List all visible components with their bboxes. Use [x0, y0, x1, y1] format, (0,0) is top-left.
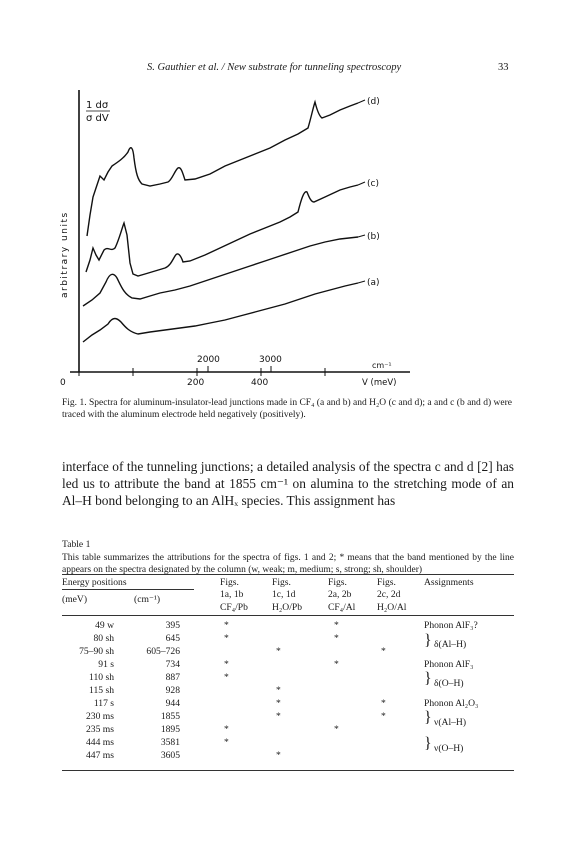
curve-label-a: (a) [367, 278, 380, 288]
cell-f2: * [276, 698, 281, 709]
curve-d [87, 102, 358, 236]
cell-mev: 444 ms [86, 737, 114, 748]
cell-mev: 80 sh [93, 633, 114, 644]
curve-c [86, 185, 358, 276]
header-figs-num-4: 2c, 2d [377, 589, 401, 600]
assign-phonon-alf3-q: Phonon AlF₃? [424, 620, 478, 631]
cell-cm: 3605 [160, 750, 180, 761]
cell-cm: 887 [165, 672, 180, 683]
spectra-figure [0, 80, 576, 390]
header-figs-env-1: CF₄/Pb [220, 602, 248, 613]
cell-f1: * [224, 724, 229, 735]
y-label-top: 1 dσ [86, 100, 109, 111]
cell-f2: * [276, 711, 281, 722]
cell-cm: 928 [165, 685, 180, 696]
header-figs-3: Figs. [328, 577, 347, 588]
cell-mev: 75–90 sh [79, 646, 114, 657]
header-figs-2: Figs. [272, 577, 291, 588]
cell-cm: 645 [165, 633, 180, 644]
assign-phonon-alf3: Phonon AlF₃ [424, 659, 474, 670]
header-cm: (cm⁻¹) [134, 594, 161, 605]
running-title: S. Gauthier et al. / New substrate for tunneling spectroscopy [147, 62, 402, 73]
cell-cm: 734 [165, 659, 180, 670]
header-figs-1: Figs. [220, 577, 239, 588]
header-figs-num-1: 1a, 1b [220, 589, 244, 600]
table-header-rule [62, 615, 514, 616]
table-caption: This table summarizes the attributions for the spectra of figs. 1 and 2; * means that the band mentioned by the line appears on the spectra designated by the column (w, weak; m, medium; s, strong; sh, shoulder) [62, 553, 514, 575]
table-top-rule [62, 574, 514, 575]
cell-f3: * [334, 633, 339, 644]
brace-3: } [424, 709, 432, 726]
cell-f3: * [334, 724, 339, 735]
bottom-tick-400: 400 [251, 378, 269, 388]
header-figs-num-3: 2a, 2b [328, 589, 352, 600]
bottom-tick-0: 0 [60, 378, 66, 388]
figure-caption: Fig. 1. Spectra for aluminum-insulator-lead junctions made in CF₄ (a and b) and H₂O (c and d); a and c (b and d) were traced with the aluminum electrode held negatively (positively). [62, 398, 512, 420]
assign-delta-alh: δ(Al–H) [434, 639, 467, 650]
brace-2: } [424, 670, 432, 687]
cell-cm: 944 [165, 698, 180, 709]
cell-f1: * [224, 672, 229, 683]
bottom-unit: V (meV) [362, 378, 397, 388]
cell-cm: 1855 [160, 711, 180, 722]
curve-label-d: (d) [367, 97, 380, 107]
cell-f2: * [276, 750, 281, 761]
header-energy-rule [62, 589, 194, 590]
y-axis-title: arbitrary units [60, 211, 70, 298]
cell-mev: 49 w [95, 620, 114, 631]
header-figs-env-2: H₂O/Pb [272, 602, 302, 613]
header-assignments: Assignments [424, 577, 474, 588]
cell-f3: * [334, 659, 339, 670]
table-title: Table 1 [62, 539, 91, 550]
y-label-bottom: σ dV [86, 113, 109, 124]
cell-mev: 115 sh [89, 685, 114, 696]
header-figs-4: Figs. [377, 577, 396, 588]
assign-nu-oh: ν(O–H) [434, 743, 464, 754]
cell-mev: 447 ms [86, 750, 114, 761]
cell-f1: * [224, 737, 229, 748]
header-mev: (meV) [62, 594, 88, 605]
curve-label-c: (c) [367, 179, 379, 189]
cell-mev: 230 ms [86, 711, 114, 722]
top-tick-3000: 3000 [259, 355, 282, 365]
cell-f1: * [224, 620, 229, 631]
top-unit: cm⁻¹ [372, 361, 392, 370]
cell-cm: 3581 [160, 737, 180, 748]
bottom-tick-200: 200 [187, 378, 205, 388]
cell-mev: 110 sh [89, 672, 114, 683]
header-figs-num-2: 1c, 1d [272, 589, 296, 600]
cell-f4: * [381, 711, 386, 722]
assign-phonon-al2o3: Phonon Al₂O₃ [424, 698, 479, 709]
cell-f2: * [276, 685, 281, 696]
cell-cm: 395 [165, 620, 180, 631]
page-number: 33 [498, 62, 509, 73]
cell-f4: * [381, 646, 386, 657]
brace-4: } [424, 735, 432, 752]
header-energy: Energy positions [62, 577, 127, 588]
header-figs-env-4: H₂O/Al [377, 602, 407, 613]
cell-f3: * [334, 620, 339, 631]
cell-mev: 235 ms [86, 724, 114, 735]
attribution-table [62, 574, 514, 784]
cell-f2: * [276, 646, 281, 657]
cell-mev: 91 s [98, 659, 114, 670]
cell-cm: 1895 [160, 724, 180, 735]
brace-1: } [424, 632, 432, 649]
table-bottom-rule [62, 770, 514, 771]
cell-mev: 117 s [93, 698, 114, 709]
cell-f1: * [224, 633, 229, 644]
header-figs-env-3: CF₄/Al [328, 602, 356, 613]
cell-f1: * [224, 659, 229, 670]
body-paragraph: interface of the tunneling junctions; a detailed analysis of the spectra c and d [2] has led us to attribute the band at 1855 cm⁻¹ on alumina to the stretching mode of an Al–H bond belonging to an AlHₓ species. This assignment has [62, 459, 514, 508]
cell-f4: * [381, 698, 386, 709]
top-tick-2000: 2000 [197, 355, 220, 365]
curve-label-b: (b) [367, 232, 380, 242]
assign-nu-alh: ν(Al–H) [434, 717, 467, 728]
cell-cm: 605–726 [146, 646, 180, 657]
assign-delta-oh: δ(O–H) [434, 678, 464, 689]
